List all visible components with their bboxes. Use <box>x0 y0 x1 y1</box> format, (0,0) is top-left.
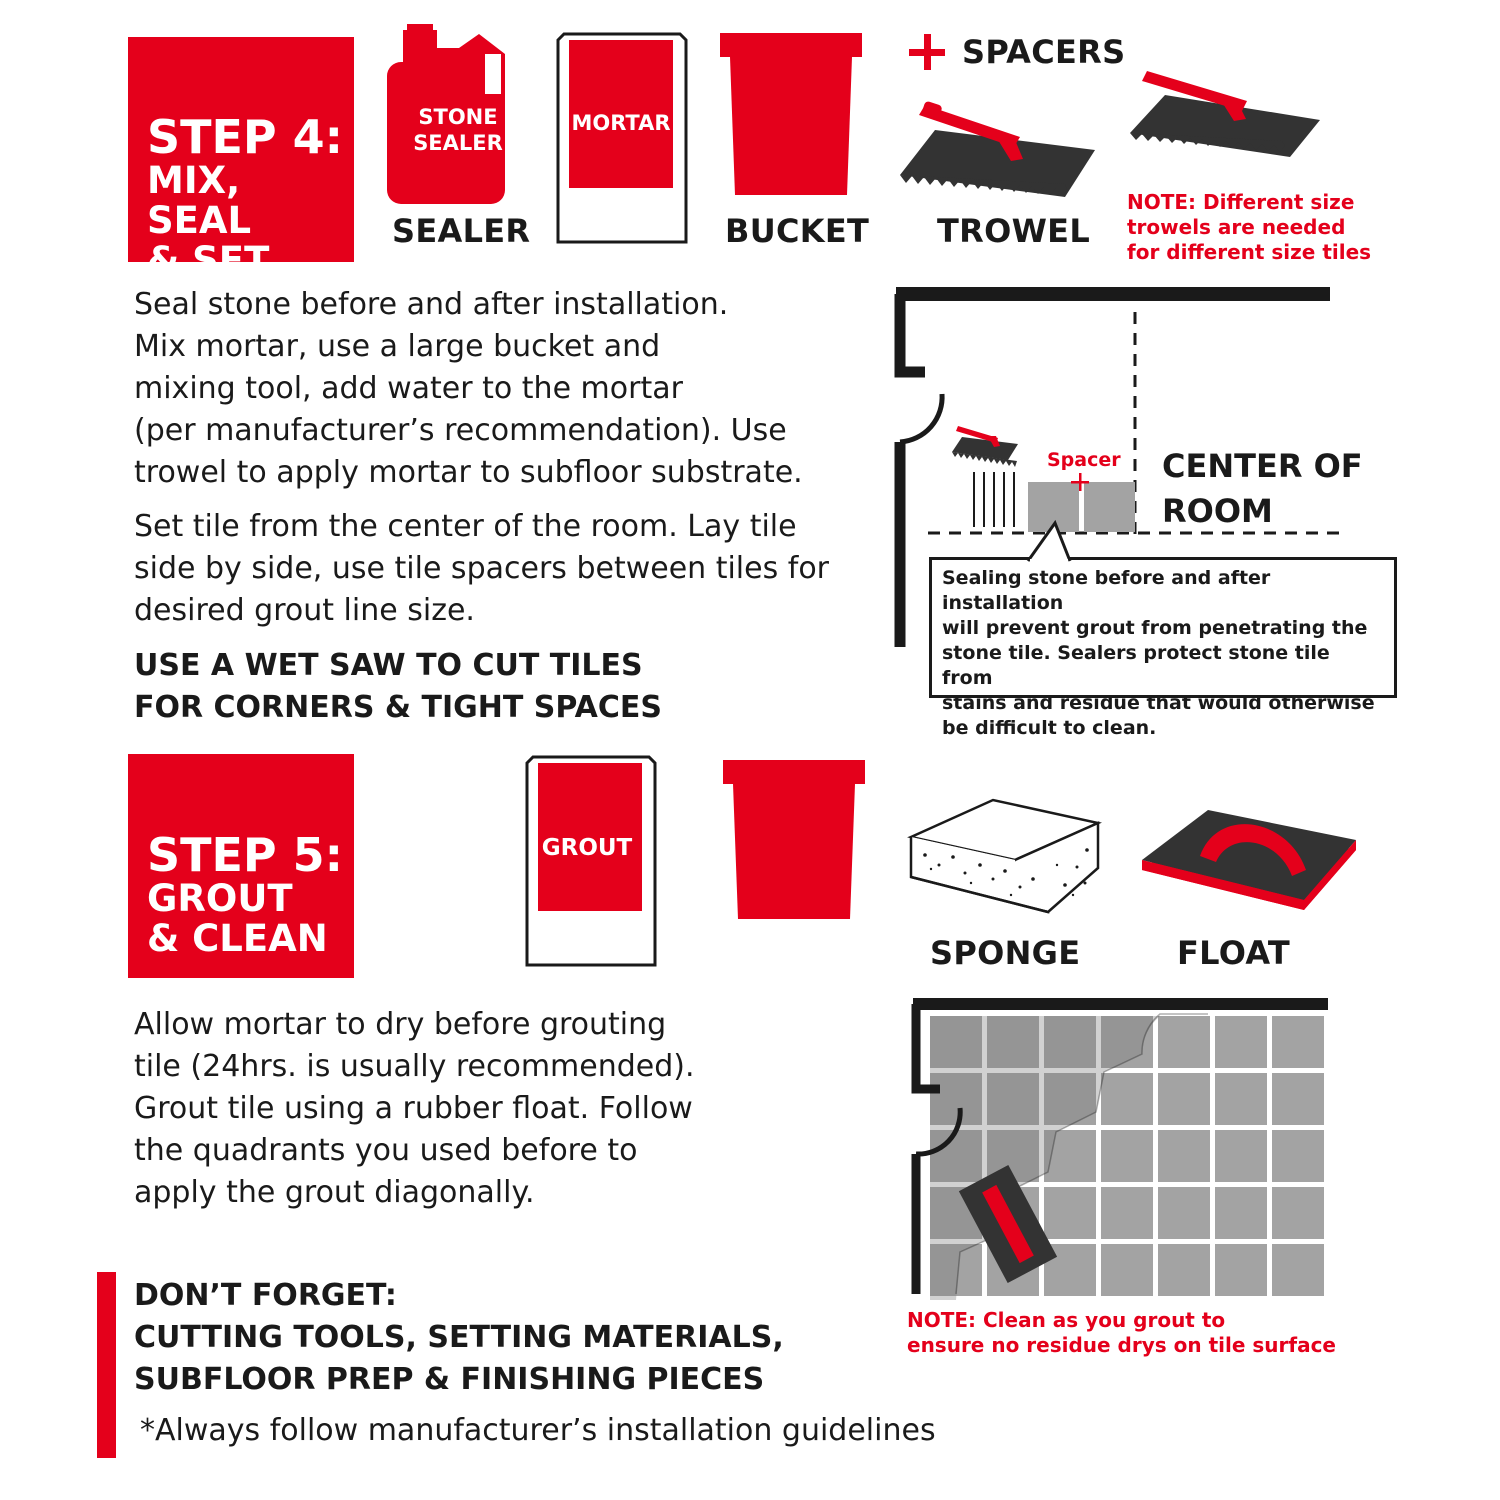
trowel-small-icon <box>1125 65 1325 175</box>
floor-tile <box>1215 1244 1267 1296</box>
floor-tile <box>1272 1244 1324 1296</box>
text-line: Allow mortar to dry before grouting <box>134 1007 667 1042</box>
step4-paragraph1 <box>134 284 803 494</box>
floor-tile <box>1158 1073 1210 1125</box>
floor-tile <box>1101 1244 1153 1296</box>
text-line: the quadrants you used before to <box>134 1133 638 1168</box>
floor-tile <box>1215 1130 1267 1182</box>
text-line: apply the grout diagonally. <box>134 1175 535 1210</box>
text-line: Grout tile using a rubber float. Follow <box>134 1091 693 1126</box>
mortar-bag-icon <box>553 32 691 247</box>
step4-number: STEP 4: <box>147 110 344 164</box>
floor-tile <box>1272 1016 1324 1068</box>
text-line: (per manufacturer’s recommendation). Use <box>134 413 787 448</box>
tile-grid <box>930 1016 1324 1300</box>
floor-tile <box>1215 1016 1267 1068</box>
step5-title-line2: & CLEAN <box>147 917 328 960</box>
sealer-jug-icon <box>385 22 530 202</box>
sealing-callout <box>929 557 1397 739</box>
trowel-icon <box>895 95 1105 215</box>
callout-line: will prevent grout from penetrating the <box>942 617 1368 639</box>
callout-pointer <box>1020 515 1100 563</box>
step5-number: STEP 5: <box>147 828 344 882</box>
text-line: side by side, use tile spacers between tiles for <box>134 551 830 586</box>
sealer-label: SEALER <box>392 212 531 250</box>
text-line: Set tile from the center of the room. Lay tile <box>134 509 797 544</box>
note-line: NOTE: Clean as you grout to <box>907 1308 1226 1332</box>
step4-title-line2: & SET <box>147 239 270 282</box>
spacer-label: Spacer <box>1047 449 1121 471</box>
sealer-can-text2: SEALER <box>413 131 503 155</box>
floor-tile <box>1158 1187 1210 1239</box>
step5-badge <box>128 754 354 978</box>
floor-tile <box>1101 1187 1153 1239</box>
callout-line: stains and residue that would otherwise <box>942 692 1375 714</box>
bucket-icon <box>720 33 863 198</box>
trowel-label: TROWEL <box>937 212 1091 250</box>
plus-icon <box>907 32 949 74</box>
grouting-diagram <box>908 994 1333 1299</box>
floor-tile <box>1158 1244 1210 1296</box>
grout-bag-icon <box>522 755 660 970</box>
text-line: FOR CORNERS & TIGHT SPACES <box>134 690 662 725</box>
floor-tile <box>1158 1016 1210 1068</box>
text-line: DON’T FORGET: <box>134 1278 397 1313</box>
grout-clean-note <box>907 1308 1336 1358</box>
grout-bag-text: GROUT <box>541 835 633 861</box>
text-line: USE A WET SAW TO CUT TILES <box>134 648 643 683</box>
bucket-icon <box>723 760 866 922</box>
step5-title-line1: GROUT <box>147 877 293 920</box>
wet-saw-tip <box>134 645 662 729</box>
mortar-bag-text: MORTAR <box>571 111 671 135</box>
floor-tile <box>1158 1130 1210 1182</box>
reminder-accent-bar <box>97 1272 116 1458</box>
floor-tile <box>1044 1187 1096 1239</box>
callout-line: be difficult to clean. <box>942 717 1157 739</box>
spacers-label: SPACERS <box>962 33 1126 71</box>
trowel-note-line: for different size tiles <box>1127 240 1372 264</box>
text-line: Mix mortar, use a large bucket and <box>134 329 661 364</box>
guidelines-footnote: *Always follow manufacturer’s installation guidelines <box>140 1413 936 1448</box>
step4-paragraph2 <box>134 506 829 632</box>
text-line: trowel to apply mortar to subfloor substrate. <box>134 455 803 490</box>
float-icon <box>1138 808 1360 928</box>
text-line: CUTTING TOOLS, SETTING MATERIALS, <box>134 1320 784 1355</box>
step4-title-line1: MIX, SEAL <box>147 159 252 242</box>
floor-tile <box>1272 1073 1324 1125</box>
text-line: SUBFLOOR PREP & FINISHING PIECES <box>134 1362 765 1397</box>
reminder-block <box>134 1275 784 1401</box>
sponge-label: SPONGE <box>930 934 1081 972</box>
float-label: FLOAT <box>1177 934 1291 972</box>
sponge-icon <box>905 795 1105 920</box>
note-line: ensure no residue drys on tile surface <box>907 1333 1336 1357</box>
center-of-room-line2: ROOM <box>1162 492 1273 530</box>
text-line: Seal stone before and after installation. <box>134 287 729 322</box>
floor-tile <box>1272 1130 1324 1182</box>
floor-tile <box>1101 1073 1153 1125</box>
trowel-note <box>1127 190 1371 265</box>
step4-badge <box>128 37 354 282</box>
text-line: tile (24hrs. is usually recommended). <box>134 1049 695 1084</box>
bucket-label: BUCKET <box>725 212 870 250</box>
step5-paragraph <box>134 1004 695 1214</box>
floor-tile <box>1272 1187 1324 1239</box>
text-line: mixing tool, add water to the mortar <box>134 371 683 406</box>
callout-line: stone tile. Sealers protect stone tile from <box>942 642 1330 689</box>
callout-line: Sealing stone before and after installation <box>942 567 1271 614</box>
sealer-can-text1: STONE <box>418 105 498 129</box>
trowel-note-line: NOTE: Different size <box>1127 190 1355 214</box>
floor-tile <box>1215 1187 1267 1239</box>
floor-tile <box>1215 1073 1267 1125</box>
floor-tile <box>1101 1130 1153 1182</box>
center-of-room-line1: CENTER OF <box>1162 447 1363 485</box>
trowel-note-line: trowels are needed <box>1127 215 1346 239</box>
text-line: desired grout line size. <box>134 593 475 628</box>
